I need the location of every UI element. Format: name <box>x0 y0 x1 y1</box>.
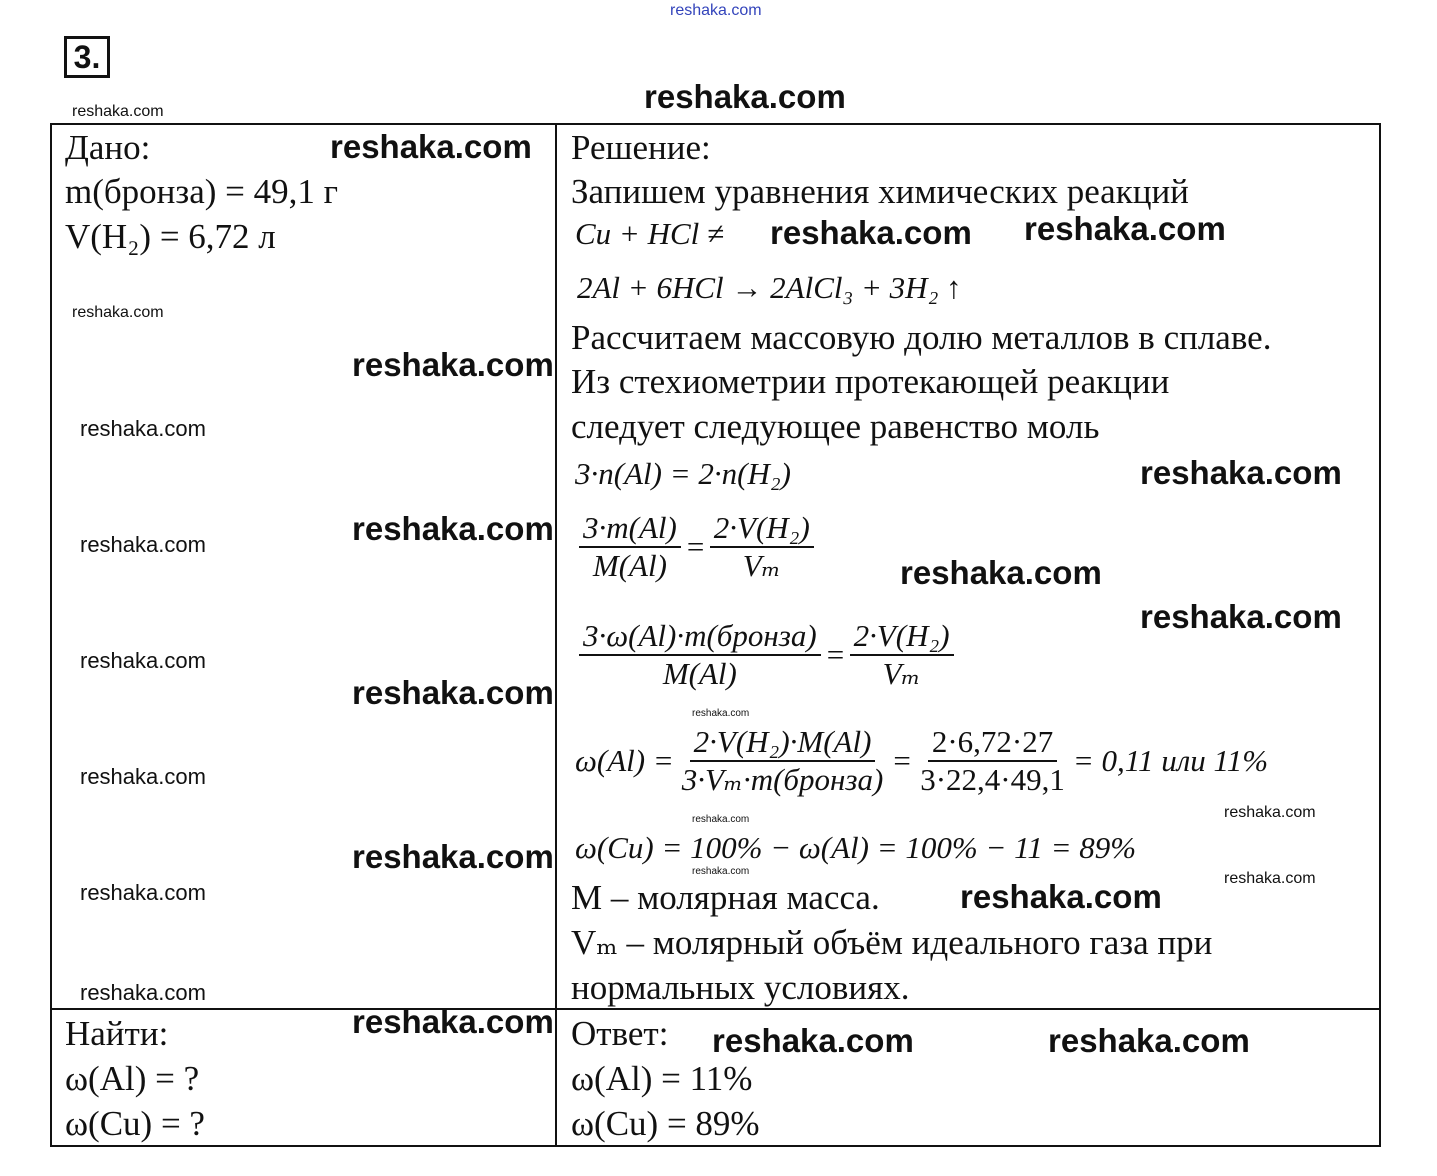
equation-7: ω(Cu) = 100% − ω(Al) = 100% − 11 = 89% <box>575 830 1137 865</box>
solution-intro: Запишем уравнения химических реакций <box>571 172 1189 211</box>
watermark: reshaka.com <box>352 510 554 547</box>
note: M – молярная масса. <box>571 878 880 917</box>
equation-4 <box>575 510 818 584</box>
watermark: reshaka.com <box>80 980 206 1005</box>
watermark: reshaka.com <box>670 2 762 19</box>
equals: = <box>684 529 706 564</box>
denominator: Vₘ <box>882 656 921 691</box>
note: нормальных условиях. <box>571 968 910 1007</box>
watermark: reshaka.com <box>352 674 554 711</box>
watermark: reshaka.com <box>692 708 750 719</box>
watermark: reshaka.com <box>80 764 206 789</box>
watermark: reshaka.com <box>352 838 554 875</box>
denominator: M(Al) <box>592 548 667 583</box>
denominator: 3·22,4·49,1 <box>920 762 1065 797</box>
numerator: 3·ω(Al)·m(бронза) <box>579 618 821 656</box>
watermark: reshaka.com <box>712 1022 914 1059</box>
equals: = <box>891 743 913 778</box>
equation-6 <box>575 724 1268 798</box>
watermark: reshaka.com <box>1224 870 1316 887</box>
watermark: reshaka.com <box>692 866 750 877</box>
equation-1: Cu + HCl ≠ <box>575 216 725 251</box>
find-line: ω(Cu) = ? <box>65 1104 205 1143</box>
denominator: Vₘ <box>742 548 781 583</box>
equals: = <box>824 637 846 672</box>
problem-number: 3. <box>64 36 110 78</box>
equation-3: 3·n(Al) = 2·n(H₂) <box>575 456 791 491</box>
find-title: Найти: <box>65 1014 169 1053</box>
numerator: 2·V(H₂) <box>850 618 954 656</box>
lhs: ω(Al) = <box>575 743 674 778</box>
watermark: reshaka.com <box>352 1003 554 1040</box>
watermark: reshaka.com <box>80 880 206 905</box>
answer-line: ω(Al) = 11% <box>571 1059 753 1098</box>
row-divider <box>50 1008 1379 1010</box>
equation-2: 2Al + 6HCl → 2AlCl₃ + 3H₂ ↑ <box>577 270 962 305</box>
watermark: reshaka.com <box>72 304 164 321</box>
numerator: 2·V(H₂)·M(Al) <box>690 724 876 762</box>
find-line: ω(Al) = ? <box>65 1059 200 1098</box>
solution-text: Из стехиометрии протекающей реакции <box>571 362 1170 401</box>
watermark: reshaka.com <box>352 346 554 383</box>
solution-title: Решение: <box>571 128 711 167</box>
watermark: reshaka.com <box>960 878 1162 915</box>
numerator: 3·m(Al) <box>579 510 681 548</box>
watermark: reshaka.com <box>900 554 1102 591</box>
column-divider <box>555 123 557 1145</box>
solution-text: следует следующее равенство моль <box>571 407 1100 446</box>
watermark: reshaka.com <box>80 532 206 557</box>
answer-line: ω(Cu) = 89% <box>571 1104 760 1143</box>
watermark: reshaka.com <box>1024 210 1226 247</box>
watermark: reshaka.com <box>72 103 164 120</box>
watermark: reshaka.com <box>1048 1022 1250 1059</box>
watermark: reshaka.com <box>644 78 846 115</box>
watermark: reshaka.com <box>1140 454 1342 491</box>
watermark: reshaka.com <box>80 648 206 673</box>
solution-text: Рассчитаем массовую долю металлов в сплаве. <box>571 318 1272 357</box>
given-line: V(H₂) = 6,72 л <box>65 217 276 256</box>
answer-title: Ответ: <box>571 1014 669 1053</box>
watermark: reshaka.com <box>330 128 532 165</box>
given-title: Дано: <box>65 128 151 167</box>
watermark: reshaka.com <box>1224 804 1316 821</box>
watermark: reshaka.com <box>1140 598 1342 635</box>
watermark: reshaka.com <box>692 814 750 825</box>
numerator: 2·V(H₂) <box>710 510 814 548</box>
denominator: M(Al) <box>662 656 737 691</box>
result: = 0,11 или 11% <box>1072 743 1269 778</box>
watermark: reshaka.com <box>80 416 206 441</box>
given-line: m(бронза) = 49,1 г <box>65 172 339 211</box>
watermark: reshaka.com <box>770 214 972 251</box>
equation-5 <box>575 618 958 692</box>
denominator: 3·Vₘ·m(бронза) <box>681 762 884 797</box>
note: Vₘ – молярный объём идеального газа при <box>571 923 1213 962</box>
numerator: 2·6,72·27 <box>928 724 1057 762</box>
